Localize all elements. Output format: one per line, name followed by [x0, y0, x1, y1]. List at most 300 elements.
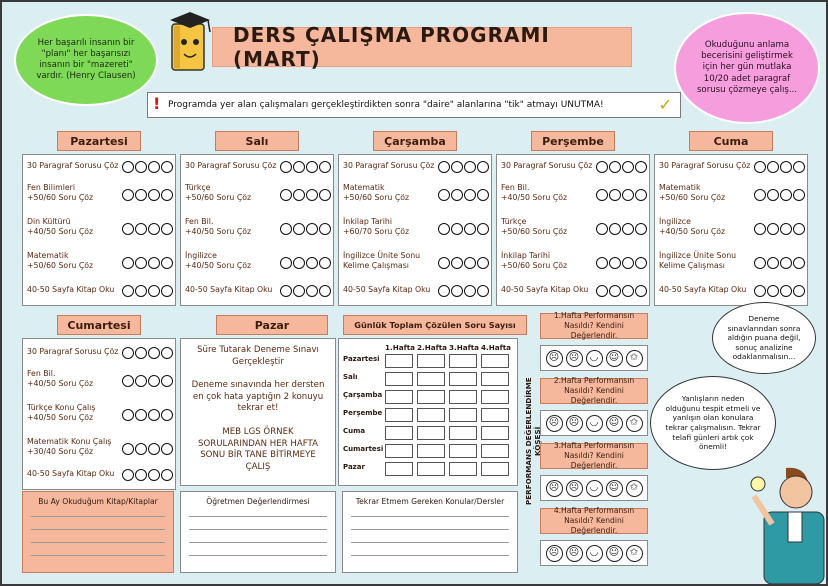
task-line: +40/50 Soru Çöz — [27, 227, 94, 237]
task-d4-3-checkbox-4[interactable] — [793, 223, 805, 235]
task-line: İnkilap Tarihi — [343, 217, 393, 226]
daily-question-table — [338, 338, 518, 486]
sunday-panel — [180, 338, 336, 486]
task-d4-4-checkbox-4[interactable] — [793, 257, 805, 269]
question-count-cell[interactable] — [385, 426, 413, 440]
task-line: İngilizce Ünite Sonu — [659, 251, 737, 260]
task-d1-3 — [185, 217, 277, 237]
quote-right-bubble — [674, 12, 820, 124]
question-count-cell[interactable] — [481, 462, 509, 476]
question-count-cell[interactable] — [417, 426, 445, 440]
performance-week-2-faces — [540, 410, 648, 436]
task-d1-2-checkbox-4[interactable] — [319, 189, 331, 201]
book-mascot-icon — [162, 10, 218, 76]
task-d3-1-checkbox-2[interactable] — [609, 161, 621, 173]
day-column-d1 — [180, 154, 334, 306]
task-d2-4-checkbox-2[interactable] — [451, 257, 463, 269]
page-title-text: DERS ÇALIŞMA PROGRAMI (MART) — [233, 23, 550, 71]
task-d0-3-checkbox-4[interactable] — [161, 223, 173, 235]
task-d0-3-checkbox-3[interactable] — [148, 223, 160, 235]
task-d1-4-checkboxes — [280, 257, 331, 269]
sunday-header — [216, 315, 328, 335]
task-d3-2-checkboxes — [596, 189, 647, 201]
task-d2-5 — [343, 285, 435, 295]
task-sat-2-checkbox-4[interactable] — [161, 375, 173, 387]
task-sat-3-checkbox-4[interactable] — [161, 409, 173, 421]
task-sat-3-checkbox-3[interactable] — [148, 409, 160, 421]
task-sat-3-checkbox-1[interactable] — [122, 409, 134, 421]
face-rating-5-icon[interactable]: ✩ — [626, 480, 643, 497]
quote-left-bubble — [14, 14, 158, 106]
page-title — [212, 23, 632, 71]
performance-vertical-text: PERFORMANS DEĞERLENDİRME KÖŞESİ — [524, 377, 542, 505]
question-count-cell[interactable] — [449, 354, 477, 368]
day-name-sat: Cumartesi — [67, 318, 131, 332]
face-rating-1-icon[interactable]: ☹ — [546, 545, 563, 562]
task-line: +50/60 Soru Çöz — [501, 261, 568, 271]
task-sat-2-checkbox-1[interactable] — [122, 375, 134, 387]
task-d3-1 — [501, 161, 593, 171]
task-d1-5-checkbox-2[interactable] — [293, 285, 305, 297]
task-d0-4-checkbox-1[interactable] — [122, 257, 134, 269]
day-header-d0 — [57, 131, 141, 151]
task-d4-1-checkbox-4[interactable] — [793, 161, 805, 173]
task-d0-2-checkbox-2[interactable] — [135, 189, 147, 201]
review-topics-title: Tekrar Etmem Gereken Konular/Dersler — [355, 497, 505, 506]
task-d1-4-checkbox-3[interactable] — [306, 257, 318, 269]
task-d3-2-checkbox-3[interactable] — [622, 189, 634, 201]
day-column-d4 — [654, 154, 808, 306]
question-count-cell[interactable] — [449, 462, 477, 476]
task-d3-1-checkbox-3[interactable] — [622, 161, 634, 173]
task-d0-5-checkbox-3[interactable] — [148, 285, 160, 297]
task-d1-4-checkbox-2[interactable] — [293, 257, 305, 269]
task-sat-1-checkboxes — [122, 347, 173, 359]
task-line: +50/60 Soru Çöz — [343, 193, 410, 203]
task-line: +40/50 Soru Çöz — [659, 227, 726, 237]
day-header-d1 — [215, 131, 299, 151]
task-d4-1-checkboxes — [754, 161, 805, 173]
performance-week-2-label — [540, 378, 648, 404]
task-d0-5-checkbox-2[interactable] — [135, 285, 147, 297]
task-d1-1-checkbox-2[interactable] — [293, 161, 305, 173]
task-d0-2-checkbox-1[interactable] — [122, 189, 134, 201]
face-rating-1-icon[interactable]: ☹ — [546, 415, 563, 432]
task-sat-3 — [27, 403, 119, 423]
teacher-evaluation-box — [180, 491, 336, 573]
table-day-1: Pazartesi — [343, 355, 380, 363]
instruction-bar — [147, 92, 681, 118]
task-d3-3-checkbox-3[interactable] — [622, 223, 634, 235]
task-line: Matematik — [343, 183, 385, 192]
task-d0-3-checkbox-2[interactable] — [135, 223, 147, 235]
question-count-cell[interactable] — [481, 426, 509, 440]
task-d2-3 — [343, 217, 435, 237]
question-count-cell[interactable] — [417, 390, 445, 404]
face-rating-2-icon[interactable]: ☹ — [566, 415, 583, 432]
question-count-cell[interactable] — [481, 372, 509, 386]
advice-cloud-2-text: Yanlışların neden olduğunu tespit etmeli ve yanlışın olan konulara tekrar çalışmalısın. Tekrar telafi günleri artık çok önemli! — [665, 394, 761, 452]
task-d2-4 — [343, 251, 435, 271]
task-d1-2-checkbox-3[interactable] — [306, 189, 318, 201]
task-d2-4-checkboxes — [438, 257, 489, 269]
task-d2-5-checkbox-4[interactable] — [477, 285, 489, 297]
task-d2-2-checkbox-2[interactable] — [451, 189, 463, 201]
task-d2-2-checkboxes — [438, 189, 489, 201]
sunday-task-2: Deneme sınavında her dersten en çok hata yaptığın 2 konuyu tekrar et! — [191, 380, 325, 414]
task-d1-5-checkbox-4[interactable] — [319, 285, 331, 297]
face-rating-3-icon[interactable]: ◡ — [586, 350, 603, 367]
quote-right-text: Okuduğunu anlama becerisini geliştirmek için her gün mutlaka 10/20 adet paragraf sorusu çözmeye çalış... — [696, 40, 798, 95]
task-sat-4-checkbox-3[interactable] — [148, 443, 160, 455]
task-d0-4-checkbox-3[interactable] — [148, 257, 160, 269]
task-sat-4-checkbox-1[interactable] — [122, 443, 134, 455]
question-count-cell[interactable] — [385, 390, 413, 404]
question-count-cell[interactable] — [449, 408, 477, 422]
task-d2-1-checkboxes — [438, 161, 489, 173]
task-d4-1-checkbox-2[interactable] — [767, 161, 779, 173]
daily-table-title-text: Günlük Toplam Çözülen Soru Sayısı — [354, 320, 516, 330]
task-d3-4 — [501, 251, 593, 271]
question-count-cell[interactable] — [481, 444, 509, 458]
task-d3-5-checkboxes — [596, 285, 647, 297]
face-rating-4-icon[interactable]: ☺ — [606, 545, 623, 562]
task-d1-5-checkboxes — [280, 285, 331, 297]
day-column-d3 — [496, 154, 650, 306]
task-line: Türkçe Konu Çalış — [27, 403, 96, 412]
task-d3-3-checkboxes — [596, 223, 647, 235]
performance-week-3-faces — [540, 475, 648, 501]
task-line: Kelime Çalışması — [343, 261, 409, 271]
question-count-cell[interactable] — [417, 372, 445, 386]
task-d2-1-checkbox-1[interactable] — [438, 161, 450, 173]
task-d0-4-checkbox-4[interactable] — [161, 257, 173, 269]
question-count-cell[interactable] — [385, 462, 413, 476]
task-line: +60/70 Soru Çöz — [343, 227, 410, 237]
task-line: +50/60 Soru Çöz — [185, 193, 252, 203]
question-count-cell[interactable] — [449, 390, 477, 404]
task-d0-5-checkbox-4[interactable] — [161, 285, 173, 297]
task-d3-1-checkbox-1[interactable] — [596, 161, 608, 173]
task-line: Fen Bilimleri — [27, 183, 76, 192]
task-d2-2-checkbox-4[interactable] — [477, 189, 489, 201]
task-d4-2-checkbox-3[interactable] — [780, 189, 792, 201]
task-d4-3-checkbox-1[interactable] — [754, 223, 766, 235]
table-day-5: Cuma — [343, 427, 366, 435]
task-d4-5-checkbox-3[interactable] — [780, 285, 792, 297]
task-sat-4-checkboxes — [122, 443, 173, 455]
task-d1-3-checkbox-3[interactable] — [306, 223, 318, 235]
task-d3-2-checkbox-4[interactable] — [635, 189, 647, 201]
task-d2-5-checkbox-3[interactable] — [464, 285, 476, 297]
task-d0-3-checkbox-1[interactable] — [122, 223, 134, 235]
task-d4-5-checkbox-1[interactable] — [754, 285, 766, 297]
task-d4-4-checkbox-1[interactable] — [754, 257, 766, 269]
day-name-d0: Pazartesi — [70, 134, 128, 148]
question-count-cell[interactable] — [385, 408, 413, 422]
question-count-cell[interactable] — [417, 354, 445, 368]
task-sat-5 — [27, 469, 119, 479]
task-sat-1-checkbox-3[interactable] — [148, 347, 160, 359]
face-rating-5-icon[interactable]: ✩ — [626, 545, 643, 562]
task-line: 40-50 Sayfa Kitap Oku — [501, 285, 589, 294]
task-line: +40/50 Soru Çöz — [501, 193, 568, 203]
task-d0-1-checkbox-2[interactable] — [135, 161, 147, 173]
task-d1-1-checkbox-4[interactable] — [319, 161, 331, 173]
task-line: Türkçe — [185, 183, 211, 192]
task-line: 40-50 Sayfa Kitap Oku — [659, 285, 747, 294]
task-line: Matematik Konu Çalış — [27, 437, 112, 446]
task-line: Kelime Çalışması — [659, 261, 725, 271]
task-d0-1-checkbox-4[interactable] — [161, 161, 173, 173]
face-rating-2-icon[interactable]: ☹ — [566, 350, 583, 367]
check-icon: ✓ — [658, 95, 672, 114]
task-d1-3-checkbox-1[interactable] — [280, 223, 292, 235]
task-d3-3-checkbox-4[interactable] — [635, 223, 647, 235]
task-d3-3-checkbox-2[interactable] — [609, 223, 621, 235]
task-d0-5-checkboxes — [122, 285, 173, 297]
table-day-3: Çarşamba — [343, 391, 383, 399]
face-rating-4-icon[interactable]: ☺ — [606, 480, 623, 497]
task-d0-1-checkboxes — [122, 161, 173, 173]
task-d0-2-checkbox-3[interactable] — [148, 189, 160, 201]
task-d2-1-checkbox-4[interactable] — [477, 161, 489, 173]
task-sat-1-checkbox-1[interactable] — [122, 347, 134, 359]
performance-week-4-text: 4.Hafta Performansın Nasıldı? Kendini Değerlendir. — [553, 506, 635, 535]
task-d1-2-checkbox-1[interactable] — [280, 189, 292, 201]
face-rating-2-icon[interactable]: ☹ — [566, 545, 583, 562]
question-count-cell[interactable] — [417, 444, 445, 458]
task-line: İnkilap Tarihi — [501, 251, 551, 260]
face-rating-3-icon[interactable]: ◡ — [586, 480, 603, 497]
task-d3-5-checkbox-3[interactable] — [622, 285, 634, 297]
task-line: Matematik — [659, 183, 701, 192]
task-d1-3-checkbox-2[interactable] — [293, 223, 305, 235]
books-read-box — [22, 491, 174, 573]
performance-week-3-label — [540, 443, 648, 469]
task-sat-5-checkbox-3[interactable] — [148, 469, 160, 481]
task-line: +50/60 Soru Çöz — [659, 193, 726, 203]
task-d3-1-checkbox-4[interactable] — [635, 161, 647, 173]
task-d3-4-checkbox-3[interactable] — [622, 257, 634, 269]
task-d4-3-checkbox-2[interactable] — [767, 223, 779, 235]
question-count-cell[interactable] — [481, 408, 509, 422]
task-d2-3-checkbox-4[interactable] — [477, 223, 489, 235]
face-rating-2-icon[interactable]: ☹ — [566, 480, 583, 497]
task-line: 40-50 Sayfa Kitap Oku — [343, 285, 431, 294]
sunday-task-3: MEB LGS ÖRNEK SORULARINDAN HER HAFTA SONU BİR TANE BİTİRMEYE ÇALIŞ — [198, 426, 318, 472]
task-d0-5-checkbox-1[interactable] — [122, 285, 134, 297]
day-name-d4: Cuma — [713, 134, 749, 148]
task-sat-4 — [27, 437, 119, 457]
task-d0-3 — [27, 217, 119, 237]
task-sat-4-checkbox-2[interactable] — [135, 443, 147, 455]
task-sat-1-checkbox-2[interactable] — [135, 347, 147, 359]
task-sat-5-checkbox-4[interactable] — [161, 469, 173, 481]
question-count-cell[interactable] — [385, 354, 413, 368]
task-line: 30 Paragraf Sorusu Çöz — [343, 161, 435, 170]
task-d1-3-checkboxes — [280, 223, 331, 235]
task-d3-5-checkbox-4[interactable] — [635, 285, 647, 297]
day-header-d4 — [689, 131, 773, 151]
books-read-title: Bu Ay Okuduğum Kitap/Kitaplar — [38, 497, 158, 506]
task-d3-2-checkbox-1[interactable] — [596, 189, 608, 201]
task-d3-2-checkbox-2[interactable] — [609, 189, 621, 201]
day-column-d0 — [22, 154, 176, 306]
day-column-d2 — [338, 154, 492, 306]
task-d3-4-checkbox-1[interactable] — [596, 257, 608, 269]
question-count-cell[interactable] — [481, 390, 509, 404]
task-sat-1-checkbox-4[interactable] — [161, 347, 173, 359]
task-d2-2 — [343, 183, 435, 203]
task-d1-5-checkbox-1[interactable] — [280, 285, 292, 297]
task-line: Din Kültürü — [27, 217, 71, 226]
performance-week-2-text: 2.Hafta Performansın Nasıldı? Kendini Değerlendir. — [553, 376, 635, 405]
task-sat-5-checkbox-2[interactable] — [135, 469, 147, 481]
task-d3-4-checkbox-4[interactable] — [635, 257, 647, 269]
face-rating-1-icon[interactable]: ☹ — [546, 350, 563, 367]
task-d3-4-checkbox-2[interactable] — [609, 257, 621, 269]
face-rating-5-icon[interactable]: ✩ — [626, 415, 643, 432]
task-d3-5-checkbox-2[interactable] — [609, 285, 621, 297]
task-d1-2-checkbox-2[interactable] — [293, 189, 305, 201]
day-header-d2 — [373, 131, 457, 151]
week-label-4: 4.Hafta — [481, 343, 512, 352]
task-d2-4-checkbox-3[interactable] — [464, 257, 476, 269]
task-d4-5-checkbox-2[interactable] — [767, 285, 779, 297]
task-d2-5-checkbox-2[interactable] — [451, 285, 463, 297]
task-d0-4-checkbox-2[interactable] — [135, 257, 147, 269]
task-sat-5-checkbox-1[interactable] — [122, 469, 134, 481]
task-d3-5-checkbox-1[interactable] — [596, 285, 608, 297]
week-label-1: 1.Hafta — [385, 343, 416, 352]
task-d2-2-checkbox-1[interactable] — [438, 189, 450, 201]
question-count-cell[interactable] — [481, 354, 509, 368]
task-d1-5-checkbox-3[interactable] — [306, 285, 318, 297]
face-rating-4-icon[interactable]: ☺ — [606, 415, 623, 432]
performance-week-4-label — [540, 508, 648, 534]
task-d2-4-checkbox-1[interactable] — [438, 257, 450, 269]
task-d2-1-checkbox-2[interactable] — [451, 161, 463, 173]
task-d4-4-checkbox-3[interactable] — [780, 257, 792, 269]
task-d3-1-checkboxes — [596, 161, 647, 173]
task-d0-2-checkbox-4[interactable] — [161, 189, 173, 201]
task-line: İngilizce — [185, 251, 217, 260]
face-rating-3-icon[interactable]: ◡ — [586, 415, 603, 432]
task-d3-3-checkbox-1[interactable] — [596, 223, 608, 235]
task-d2-3-checkbox-2[interactable] — [451, 223, 463, 235]
task-d4-4 — [659, 251, 751, 271]
task-d1-4-checkbox-4[interactable] — [319, 257, 331, 269]
question-count-cell[interactable] — [385, 444, 413, 458]
task-d2-3-checkbox-1[interactable] — [438, 223, 450, 235]
task-line: 30 Paragraf Sorusu Çöz — [501, 161, 593, 170]
task-d4-5-checkbox-4[interactable] — [793, 285, 805, 297]
task-d2-1-checkbox-3[interactable] — [464, 161, 476, 173]
question-count-cell[interactable] — [417, 462, 445, 476]
task-sat-4-checkbox-4[interactable] — [161, 443, 173, 455]
task-d0-4-checkboxes — [122, 257, 173, 269]
question-count-cell[interactable] — [449, 444, 477, 458]
task-line: +40/50 Soru Çöz — [185, 227, 252, 237]
task-d4-3-checkbox-3[interactable] — [780, 223, 792, 235]
task-d4-1-checkbox-1[interactable] — [754, 161, 766, 173]
task-d4-4-checkboxes — [754, 257, 805, 269]
task-line: +40/50 Soru Çöz — [27, 413, 94, 423]
daily-table-title — [343, 315, 527, 335]
task-d2-5-checkbox-1[interactable] — [438, 285, 450, 297]
question-count-cell[interactable] — [417, 408, 445, 422]
task-d4-2-checkbox-4[interactable] — [793, 189, 805, 201]
day-column-sat — [22, 338, 176, 490]
task-d0-3-checkboxes — [122, 223, 173, 235]
task-sat-1 — [27, 347, 119, 357]
day-name-d2: Çarşamba — [384, 134, 446, 148]
task-d0-1-checkbox-3[interactable] — [148, 161, 160, 173]
task-d1-1-checkbox-1[interactable] — [280, 161, 292, 173]
task-sat-3-checkbox-2[interactable] — [135, 409, 147, 421]
day-name-d3: Perşembe — [542, 134, 604, 148]
task-d1-1 — [185, 161, 277, 171]
task-sat-2-checkboxes — [122, 375, 173, 387]
performance-week-1-text: 1.Hafta Performansın Nasıldı? Kendini Değerlendir. — [553, 311, 635, 340]
task-d1-1-checkbox-3[interactable] — [306, 161, 318, 173]
task-d0-2 — [27, 183, 119, 203]
question-count-cell[interactable] — [449, 426, 477, 440]
task-d4-5-checkboxes — [754, 285, 805, 297]
table-day-2: Salı — [343, 373, 358, 381]
task-d4-2 — [659, 183, 751, 203]
task-sat-2-checkbox-2[interactable] — [135, 375, 147, 387]
task-d1-2 — [185, 183, 277, 203]
task-sat-5-checkboxes — [122, 469, 173, 481]
teacher-evaluation-title: Öğretmen Değerlendirmesi — [206, 497, 310, 506]
instruction-text: Programda yer alan çalışmaları gerçekleştirdikten sonra "daire" alanlarına "tik" atmayı UNUTMA! — [168, 100, 604, 110]
task-d2-4-checkbox-4[interactable] — [477, 257, 489, 269]
task-d4-1 — [659, 161, 751, 171]
task-d1-3-checkbox-4[interactable] — [319, 223, 331, 235]
face-rating-4-icon[interactable]: ☺ — [606, 350, 623, 367]
task-d4-5 — [659, 285, 751, 295]
task-d2-3-checkbox-3[interactable] — [464, 223, 476, 235]
task-line: İngilizce Ünite Sonu — [343, 251, 421, 260]
task-d0-1-checkbox-1[interactable] — [122, 161, 134, 173]
task-sat-3-checkboxes — [122, 409, 173, 421]
task-line: 40-50 Sayfa Kitap Oku — [27, 285, 115, 294]
task-d2-2-checkbox-3[interactable] — [464, 189, 476, 201]
task-d4-2-checkbox-2[interactable] — [767, 189, 779, 201]
sunday-task-1: Süre Tutarak Deneme Sınavı Gerçekleştir — [197, 345, 319, 367]
task-line: +30/40 Soru Çöz — [27, 447, 94, 457]
task-line: +40/50 Soru Çöz — [27, 379, 94, 389]
task-d4-1-checkbox-3[interactable] — [780, 161, 792, 173]
question-count-cell[interactable] — [385, 372, 413, 386]
day-header-d3 — [531, 131, 615, 151]
task-line: 30 Paragraf Sorusu Çöz — [185, 161, 277, 170]
face-rating-1-icon[interactable]: ☹ — [546, 480, 563, 497]
sunday-name: Pazar — [254, 318, 290, 332]
task-d4-2-checkbox-1[interactable] — [754, 189, 766, 201]
task-d1-4-checkbox-1[interactable] — [280, 257, 292, 269]
quote-left-text: Her başarılı insanın bir "planı" her başarısızı insanın bir "mazereti" vardır. (Henry Clausen) — [36, 37, 136, 82]
face-rating-5-icon[interactable]: ✩ — [626, 350, 643, 367]
task-d4-4-checkbox-2[interactable] — [767, 257, 779, 269]
face-rating-3-icon[interactable]: ◡ — [586, 545, 603, 562]
table-day-6: Cumartesi — [343, 445, 384, 453]
question-count-cell[interactable] — [449, 372, 477, 386]
performance-week-1-label — [540, 313, 648, 339]
task-sat-2-checkbox-3[interactable] — [148, 375, 160, 387]
